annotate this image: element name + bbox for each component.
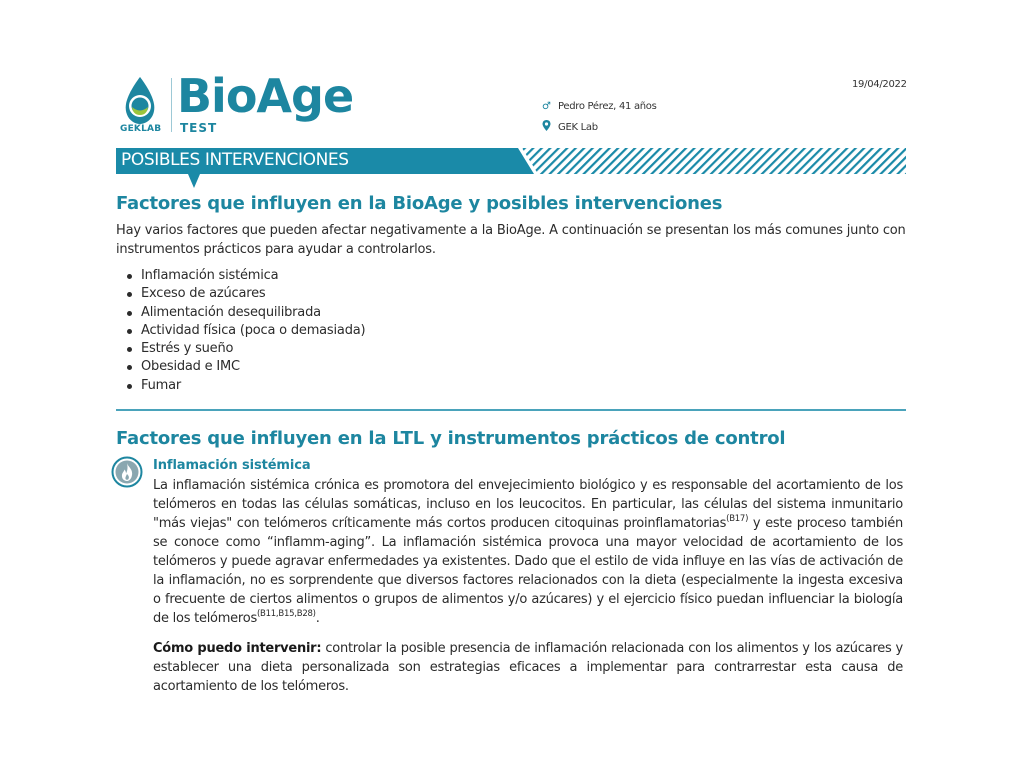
list-item: Exceso de azúcares: [124, 285, 365, 303]
factors-list: [124, 267, 365, 395]
location-pin-icon: [542, 120, 558, 134]
section1-title: Factores que influyen en la BioAge y posibles intervenciones: [116, 193, 723, 214]
section-banner: [116, 148, 906, 174]
subsection-title: Inflamación sistémica: [153, 458, 311, 473]
list-item: Inflamación sistémica: [124, 267, 365, 285]
reference-b11-b15-b28: (B11,B15,B28): [256, 609, 316, 619]
lab-row: [542, 120, 598, 134]
flame-icon: [111, 456, 143, 488]
reference-b17: (B17): [726, 514, 749, 524]
bioage-logo: [118, 69, 358, 136]
male-symbol-icon: ♂: [542, 101, 551, 112]
section-divider: [116, 409, 906, 411]
paragraph-text: y este proceso también se conoce como “inflamm-aging”. La inflamación sistémica provoca una mayor velocidad de acortamiento de los telómeros y puede agravar enfermedades ya existentes. Dado que el estilo de vida influye en las vías de activación de la inflamación, no es sorprendente que diversos factores relacionados con la dieta (especialmente la ingesta excesiva o frecuente de ciertos alimentos o grupos de alimentos y/o azúcares) y el ejercicio físico puedan influenciar la biología de los telómeros: [153, 516, 903, 626]
brand-name: BioAge: [177, 69, 354, 123]
geklab-logo-text: GEKLAB: [120, 124, 162, 134]
intervention-paragraph: [153, 639, 903, 696]
logo-separator: [171, 78, 172, 132]
patient-name: Pedro Pérez, 41 años: [558, 101, 657, 112]
patient-row: [542, 101, 657, 112]
report-date: 19/04/2022: [852, 79, 907, 90]
intervention-label: Cómo puedo intervenir:: [153, 641, 322, 656]
lab-name: GEK Lab: [558, 121, 598, 133]
list-item: Obesidad e IMC: [124, 358, 365, 376]
paragraph-text: .: [315, 611, 320, 626]
section1-intro: Hay varios factores que pueden afectar negativamente a la BioAge. A continuación se presentan los más comunes junto con instrumentos prácticos para ayudar a controlarlos.: [116, 223, 906, 257]
intervention-text: controlar la posible presencia de inflamación relacionada con los alimentos y los azúcares y establecer una dieta personalizada son estrategias eficaces a implementar para contrarrestar esta causa de acortamiento de los telómeros.: [153, 641, 903, 694]
banner-title: POSIBLES INTERVENCIONES: [121, 150, 349, 170]
brand-subtitle: TEST: [180, 121, 218, 135]
list-item: Actividad física (poca o demasiada): [124, 322, 365, 340]
list-item: Alimentación desequilibrada: [124, 304, 365, 322]
section2-title: Factores que influyen en la LTL y instrumentos prácticos de control: [116, 428, 786, 449]
inflammation-paragraph: [153, 476, 903, 628]
list-item: Estrés y sueño: [124, 340, 365, 358]
paragraph-text: La inflamación sistémica crónica es promotora del envejecimiento biológico y es responsable del acortamiento de los telómeros en todas las células somáticas, incluso en los leucocitos. En particular, las células del sistema inmunitario "más viejas" con telómeros críticamente más cortos producen citoquinas proinflamatorias: [153, 478, 903, 531]
list-item: Fumar: [124, 377, 365, 395]
